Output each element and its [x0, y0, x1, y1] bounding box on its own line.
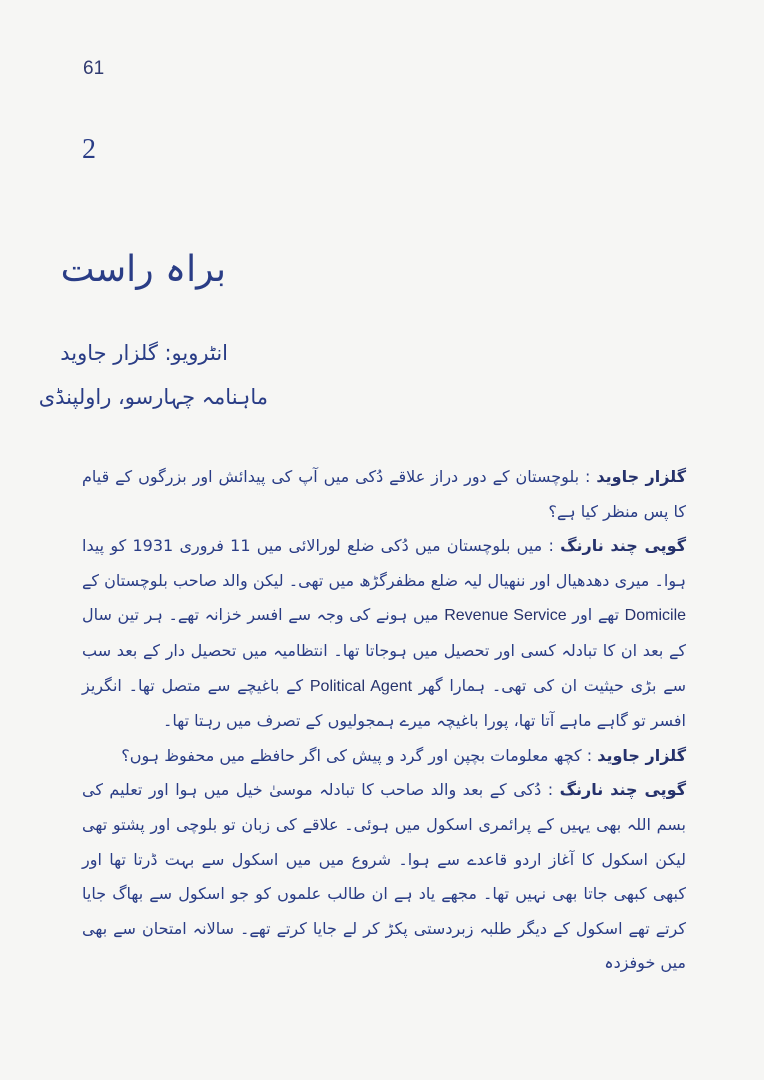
paragraph-text: میں ہونے کی وجہ سے افسر خزانہ تھے۔ ہر تین سال کے بعد ان کا تبادلہ کسی اور تحصیل میں ہوجاتا تھا۔ انتظامیہ میں تحصیل دار کے بعد سب سے بڑی حیثیت ان کی تھی۔ ہمارا گھر — [82, 605, 686, 695]
english-term: Domicile — [624, 607, 687, 625]
speaker-name: گلزار جاوید — [596, 467, 686, 486]
speaker-name: گوپی چند نارنگ — [559, 780, 687, 800]
paragraph-text: : کچھ معلومات بچپن اور گرد و پیش کی اگر حافظے میں محفوظ ہوں؟ — [121, 745, 593, 765]
paragraph — [82, 460, 686, 529]
chapter-title: براہ راست — [60, 249, 226, 290]
english-term: Political Agent — [309, 677, 413, 695]
paragraph-text: : بلوچستان کے دور دراز علاقے دُکی میں آپ کی پیدائش اور بزرگوں کے قیام کا پس منظر کیا ہے؟ — [82, 467, 686, 521]
paragraph — [82, 529, 686, 739]
chapter-number: 2 — [82, 134, 96, 165]
source-line: ماہنامہ چہارسو، راولپنڈی — [38, 385, 268, 409]
paragraph-text: تھے اور — [566, 605, 625, 625]
paragraph-text: : دُکی کے بعد والد صاحب کا تبادلہ موسیٰ خیل میں ہوا اور تعلیم کی بسم اللہ بھی یہیں کے پرائمری اسکول میں ہوئی۔ علاقے کی زبان تو بلوچی اور پشتو تھی لیکن اسکول کا آغاز اردو قاعدے سے ہوا۔ شروع میں میں اسکول سے بہت ڈرتا تھا اور کبھی کبھی جاتا بھی نہیں تھا۔ مجھے یاد ہے ان طالب علموں کو جو اسکول سے بھاگ جایا کرتے تھے اسکول کے دیگر طلبہ زبردستی پکڑ کر لے جایا کرتے تھے۔ سالانہ امتحان سے بھی میں خوفزدہ — [82, 780, 686, 973]
interviewer-line: انٹرویو: گلزار جاوید — [60, 341, 228, 365]
paragraph-text: کے باغیچے سے متصل تھا۔ انگریز افسر تو گاہے ماہے آتا تھا، پورا باغیچہ میرے ہمجولیوں کے تصرف میں رہتا تھا۔ — [82, 675, 686, 731]
interview-body — [82, 460, 686, 981]
page-number: 61 — [83, 58, 105, 79]
paragraph-text: : میں بلوچستان میں دُکی ضلع لورالائی میں 11 فروری 1931 کو پیدا ہوا۔ میری دھدھیال اور ننھیال لیہ ضلع مظفرگڑھ میں تھی۔ لیکن والد صاحب بلوچستان کے — [82, 536, 686, 590]
speaker-name: گوپی چند نارنگ — [560, 536, 687, 556]
paragraph — [82, 773, 686, 981]
speaker-name: گلزار جاوید — [597, 745, 686, 765]
paragraph — [82, 739, 686, 774]
english-term: Revenue Service — [444, 607, 567, 625]
